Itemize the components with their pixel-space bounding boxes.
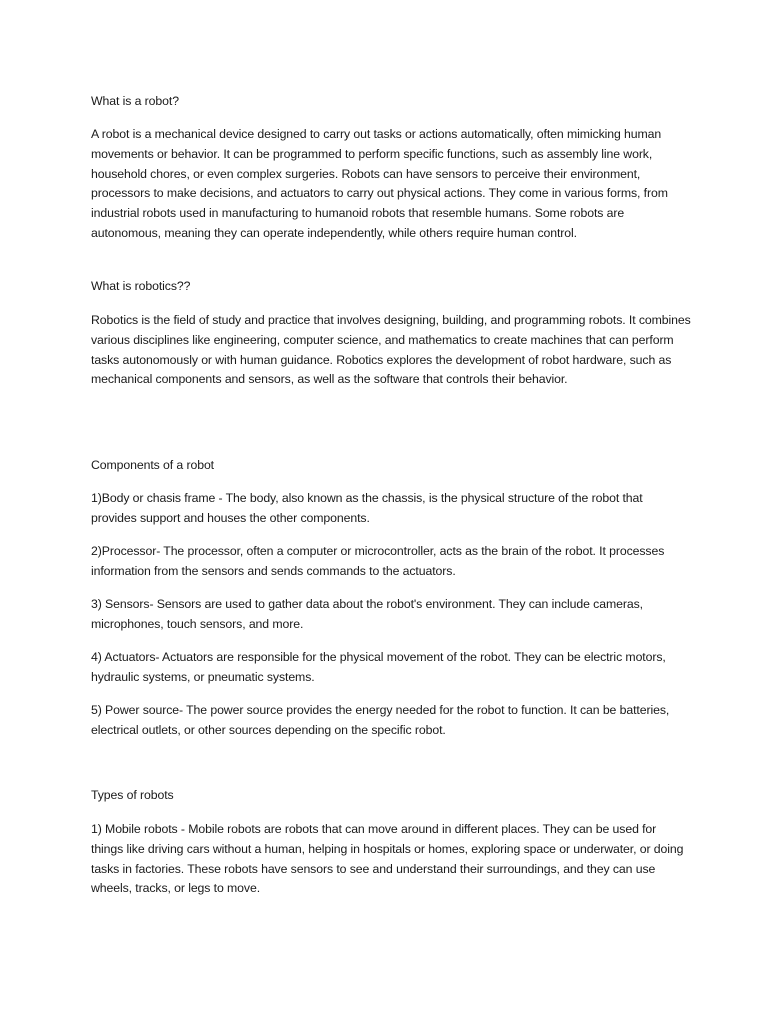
- type-item-mobile: 1) Mobile robots - Mobile robots are robots that can move around in different places. They can be used for things like driving cars without a human, helping in hospitals or homes, exploring space or underwater, or doing tasks in factories. These robots have sensors to see and understand their surroundings, and they can use wheels, tracks, or legs to move.: [91, 822, 684, 896]
- component-item-sensors: 3) Sensors- Sensors are used to gather data about the robot's environment. They can include cameras, microphones, touch sensors, and more.: [91, 597, 643, 631]
- heading-types: Types of robots: [91, 788, 174, 802]
- component-item-processor: 2)Processor- The processor, often a computer or microcontroller, acts as the brain of the robot. It processes information from the sensors and sends commands to the actuators.: [91, 544, 665, 578]
- component-item-actuators: 4) Actuators- Actuators are responsible for the physical movement of the robot. They can be electric motors, hydraulic systems, or pneumatic systems.: [91, 650, 666, 684]
- paragraph-robot-definition: A robot is a mechanical device designed to carry out tasks or actions automatically, often mimicking human movements or behavior. It can be programmed to perform specific functions, such as assembly line work, household chores, or even complex surgeries. Robots can have sensors to perceive their environment, processors to make decisions, and actuators to carry out physical actions. They come in various forms, from industrial robots used in manufacturing to humanoid robots that resemble humans. Some robots are autonomous, meaning they can operate independently, while others require human control.: [91, 127, 668, 240]
- heading-what-is-robotics: What is robotics??: [91, 279, 191, 293]
- component-item-body: 1)Body or chasis frame - The body, also known as the chassis, is the physical structure of the robot that provides support and houses the other components.: [91, 491, 643, 525]
- paragraph-robotics-definition: Robotics is the field of study and practice that involves designing, building, and programming robots. It combines various disciplines like engineering, computer science, and mathematics to create machines that can perform tasks autonomously or with human guidance. Robotics explores the development of robot hardware, such as mechanical components and sensors, as well as the software that controls their behavior.: [91, 313, 691, 387]
- component-item-power-source: 5) Power source- The power source provides the energy needed for the robot to function. It can be batteries, electrical outlets, or other sources depending on the specific robot.: [91, 703, 670, 737]
- heading-what-is-robot: What is a robot?: [91, 94, 179, 108]
- heading-components: Components of a robot: [91, 458, 214, 472]
